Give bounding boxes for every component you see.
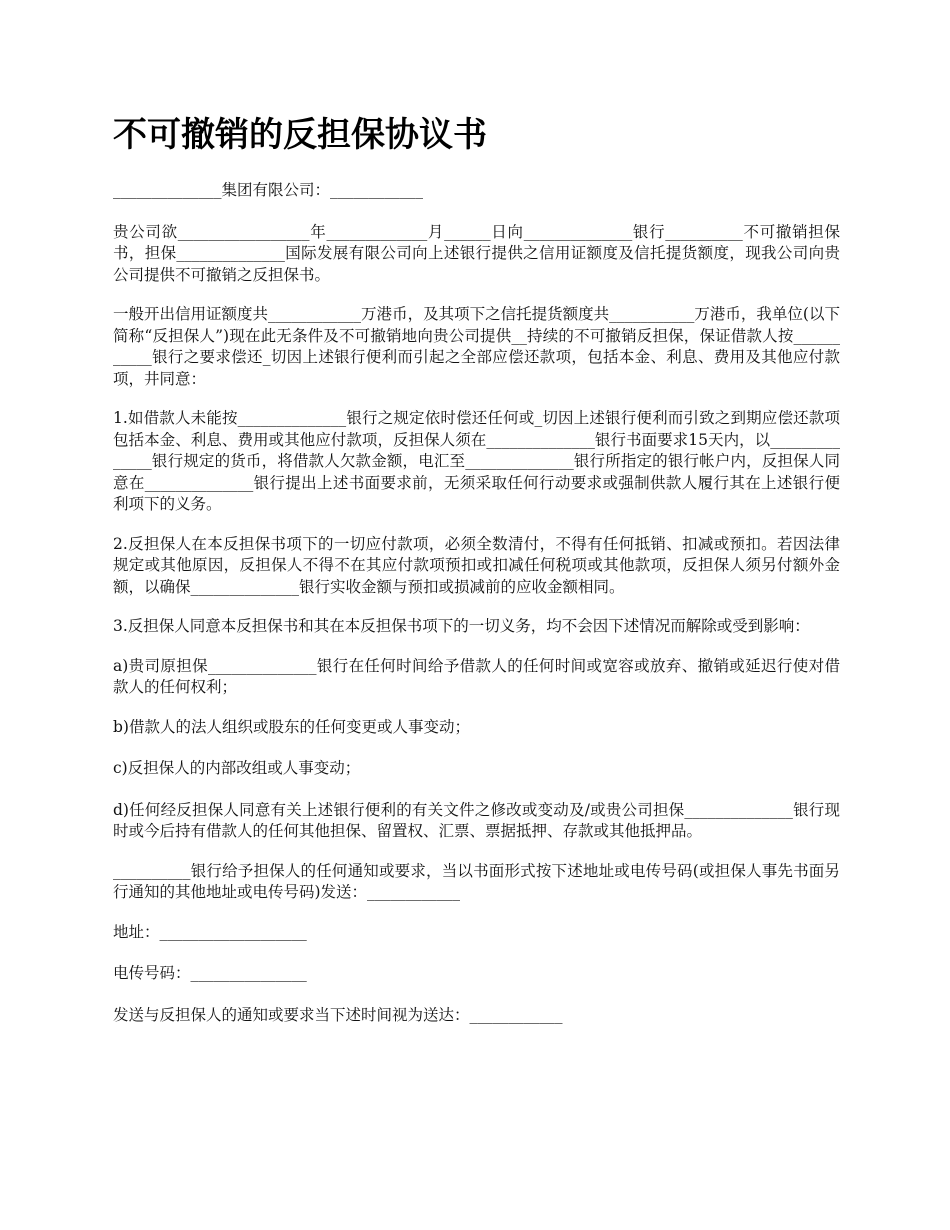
document-title: 不可撤销的反担保协议书	[113, 115, 487, 155]
clause-3a: a)贵司原担保______________银行在任何时间给予借款人的任何时间或宽容或放弃、撤销或延迟行使对借款人的任何权利；	[113, 656, 840, 696]
clause-3d: d)任何经反担保人同意有关上述银行便利的有关文件之修改或变动及/或贵公司担保______________银行现时或今后持有借款人的任何其他担保、留置权、汇票、票据抵押、存款或其他抵押品。	[113, 800, 840, 840]
clause-1: 1.如借款人未能按______________银行之规定依时偿还任何或_切因上述银行便利而引致之到期应偿还款项包括本金、利息、费用或其他应付款项，反担保人须在______________银行书面要求15天内，以______________银行规定的货币，将借款人欠款金额，电汇至______________银行所指定的银行帐户内，反担保人同意在______________银行提出上述书面要求前，无须采取任何行动要求或强制供款人履行其在上述银行便利项下的义务。	[113, 409, 840, 513]
delivery-time-line: 发送与反担保人的通知或要求当下述时间视为送达：____________	[113, 1005, 563, 1024]
credit-line-paragraph: 一般开出信用证额度共____________万港币，及其项下之信托提货额度共___________万港币，我单位(以下简称“反担保人”)现在此无条件及不可撤销地向贵公司提供__持续的不可撤销反担保，保证借款人按___________银行之要求偿还_切因上述银行便利而引起之全部应偿还款项，包括本金、利息、费用及其他应付款项，井同意：	[113, 305, 840, 388]
clause-2: 2.反担保人在本反担保书项下的一切应付款项，必须全数清付，不得有任何抵销、扣减或预扣。若因法律规定或其他原因，反担保人不得不在其应付款项预扣或扣减任何税项或其他款项，反担保人须另付额外金额，以确保______________银行实收金额与预扣或损减前的应收金额相同。	[113, 534, 840, 596]
clause-3c: c)反担保人的内部改组或人事变动；	[113, 759, 361, 777]
clause-3b: b)借款人的法人组织或股东的任何变更或人事变动；	[113, 717, 470, 736]
addressee-line: ______________集团有限公司：____________	[113, 181, 424, 199]
address-line: 地址：___________________	[113, 922, 307, 941]
document-body	[113, 180, 840, 1044]
clause-3: 3.反担保人同意本反担保书和其在本反担保书项下的一切义务，均不会因下述情况而解除或受到影响：	[113, 617, 810, 635]
intro-paragraph: 贵公司欲_________________年_____________月______日向______________银行__________不可撤销担保书，担保______________国际发展有限公司向上述银行提供之信用证额度及信托提货额度，现我公司向贵公司提供不可撤销之反担保书。	[113, 222, 840, 284]
telex-line: 电传号码：_______________	[113, 964, 307, 982]
notice-paragraph: __________银行给予担保人的任何通知或要求，当以书面形式按下述地址或电传号码(或担保人事先书面另行通知的其他地址或电传号码)发送：____________	[113, 861, 840, 901]
